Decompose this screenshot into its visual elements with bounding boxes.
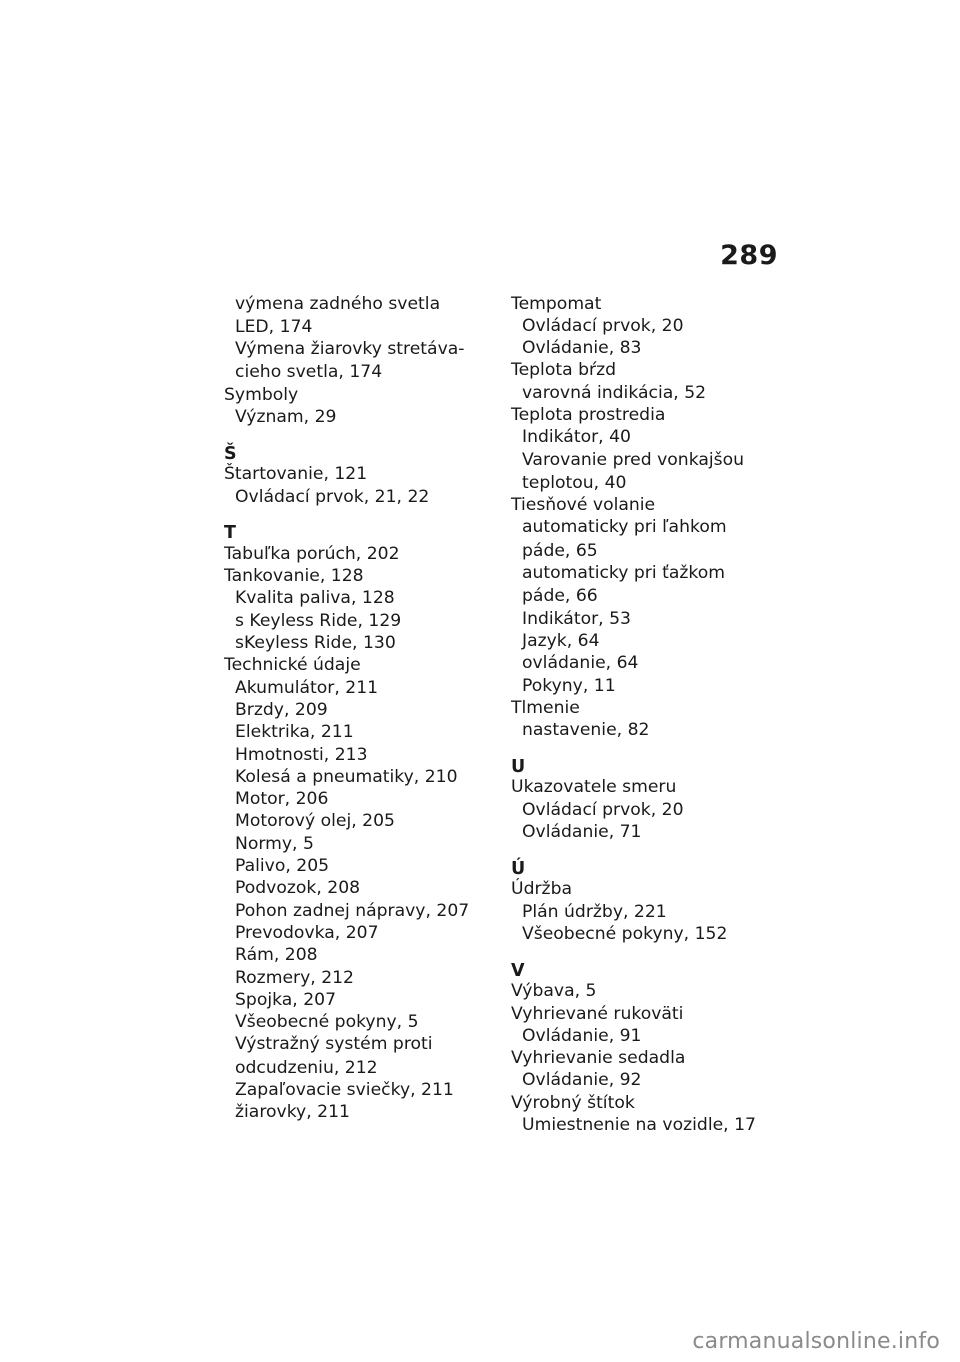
index-subentry: Brzdy, 209	[235, 699, 328, 720]
index-entry: Ukazovatele smeru	[511, 777, 677, 798]
index-subentry: s Keyless Ride, 129	[235, 610, 402, 631]
index-letter-heading: V	[511, 960, 525, 981]
index-subentry: Ovládanie, 92	[522, 1070, 642, 1091]
index-subentry-continuation: LED, 174	[235, 316, 313, 337]
index-subentry: Akumulátor, 211	[235, 677, 379, 698]
index-subentry: Plán údržby, 221	[522, 901, 667, 922]
index-subentry: Hmotnosti, 213	[235, 744, 368, 765]
index-letter-heading: U	[511, 756, 526, 777]
index-subentry: Ovládací prvok, 20	[522, 799, 684, 820]
index-subentry: Kolesá a pneumatiky, 210	[235, 766, 458, 787]
index-subentry: Zapaľovacie sviečky, 211	[235, 1080, 454, 1100]
index-entry: Technické údaje	[224, 655, 361, 676]
index-entry: Tabuľka porúch, 202	[224, 543, 400, 564]
index-subentry: Ovládanie, 83	[522, 338, 642, 359]
index-letter-heading: Ú	[511, 858, 526, 879]
index-subentry: Kvalita paliva, 128	[235, 588, 395, 609]
index-subentry: Rozmery, 212	[235, 967, 354, 988]
index-entry: Tempomat	[511, 293, 602, 314]
index-subentry: Indikátor, 40	[522, 427, 631, 448]
index-entry: Štartovanie, 121	[224, 464, 368, 485]
index-subentry: automaticky pri ťažkom	[522, 563, 726, 584]
index-subentry: ovládanie, 64	[522, 653, 639, 674]
index-subentry: Indikátor, 53	[522, 608, 631, 629]
index-subentry: Výstražný systém proti	[235, 1034, 433, 1055]
index-entry: Teplota prostredia	[511, 404, 666, 425]
index-subentry: Všeobecné pokyny, 152	[522, 923, 728, 944]
index-subentry: Palivo, 205	[235, 856, 330, 877]
index-subentry: Spojka, 207	[235, 989, 337, 1010]
index-subentry-continuation: páde, 66	[522, 586, 598, 607]
index-subentry: Normy, 5	[235, 833, 314, 854]
index-subentry: Motorový olej, 205	[235, 811, 395, 832]
index-subentry: výmena zadného svetla	[235, 293, 441, 314]
index-entry: Vyhrievanie sedadla	[511, 1048, 686, 1069]
index-subentry: varovná indikácia, 52	[522, 382, 707, 403]
index-subentry: Všeobecné pokyny, 5	[235, 1012, 419, 1033]
index-subentry: Motor, 206	[235, 789, 329, 810]
index-subentry: Umiestnenie na vozidle, 17	[522, 1115, 756, 1135]
index-subentry-continuation: teplotou, 40	[522, 472, 627, 493]
index-subentry: Ovládací prvok, 21, 22	[235, 486, 430, 507]
index-subentry: Prevodovka, 207	[235, 922, 379, 943]
page-number: 289	[720, 240, 778, 271]
index-entry: Tlmenie	[511, 697, 580, 718]
index-subentry: sKeyless Ride, 130	[235, 633, 396, 654]
index-subentry: Pohon zadnej nápravy, 207	[235, 900, 470, 921]
index-entry: Symboly	[224, 384, 299, 405]
index-entry: Tankovanie, 128	[224, 566, 364, 587]
index-subentry-continuation: cieho svetla, 174	[235, 362, 383, 383]
index-subentry-continuation: odcudzeniu, 212	[235, 1057, 378, 1078]
index-entry: Vyhrievané rukoväti	[511, 1003, 684, 1024]
index-subentry: Jazyk, 64	[522, 630, 600, 651]
index-entry: Teplota bŕzd	[511, 360, 616, 381]
index-subentry-continuation: páde, 65	[522, 540, 598, 561]
index-entry: Údržba	[511, 879, 573, 900]
index-column-right	[511, 292, 791, 1136]
index-subentry: nastavenie, 82	[522, 720, 650, 741]
index-subentry: Varovanie pred vonkajšou	[522, 449, 745, 470]
index-letter-heading: T	[224, 523, 236, 544]
index-subentry: Ovládanie, 91	[522, 1025, 642, 1046]
index-subentry: Ovládací prvok, 20	[522, 315, 684, 336]
index-subentry: Výmena žiarovky stretáva-	[235, 339, 465, 360]
index-subentry: Podvozok, 208	[235, 878, 361, 899]
index-subentry: automaticky pri ľahkom	[522, 517, 727, 538]
index-subentry: Význam, 29	[235, 406, 337, 427]
index-subentry: Rám, 208	[235, 945, 318, 966]
index-entry: Tiesňové volanie	[511, 495, 656, 516]
watermark: carmanualsonline.info	[692, 1329, 940, 1354]
index-subentry: Pokyny, 11	[522, 675, 616, 696]
index-entry: Výbava, 5	[511, 981, 597, 1002]
index-entry: Výrobný štítok	[511, 1092, 635, 1113]
index-letter-heading: Š	[224, 443, 237, 464]
index-subentry: žiarovky, 211	[235, 1102, 350, 1123]
index-subentry: Elektrika, 211	[235, 722, 354, 743]
index-subentry: Ovládanie, 71	[522, 822, 642, 843]
index-column-left	[224, 292, 494, 1123]
